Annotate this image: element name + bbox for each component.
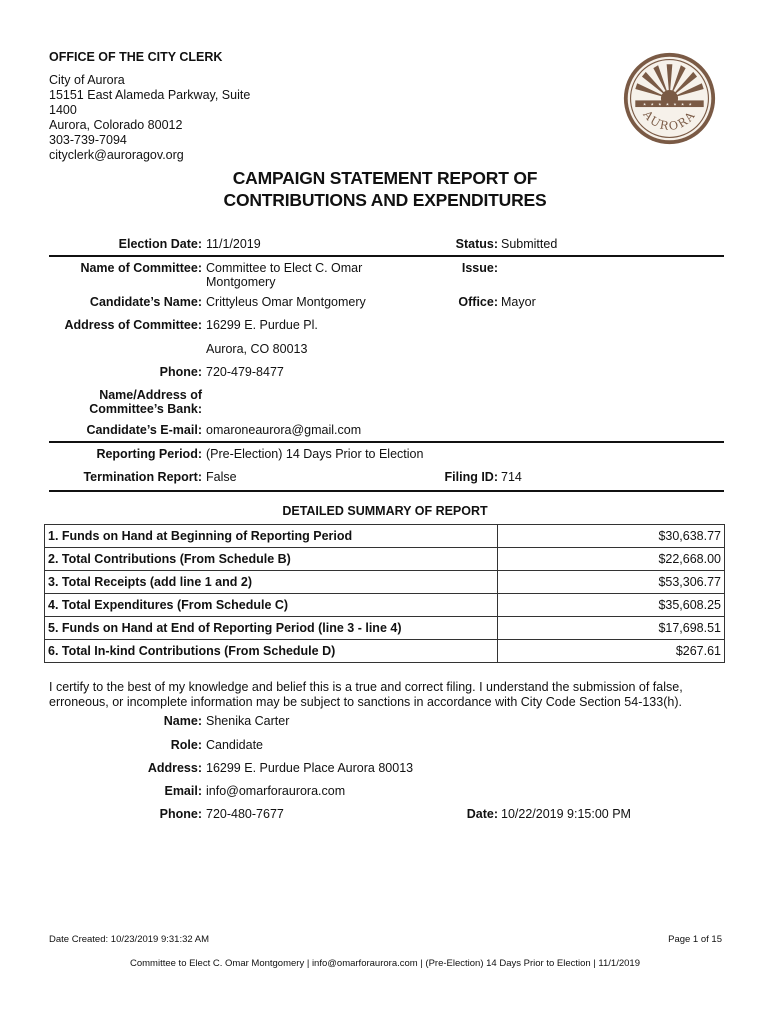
footer-summary: Committee to Elect C. Omar Montgomery | info@omarforaurora.com | (Pre-Election) 14 Days Prior to Election | 11/1/2019 — [129, 958, 640, 969]
report-title-line: CAMPAIGN STATEMENT REPORT OF — [232, 168, 538, 188]
email-value: omaroneaurora@gmail.com — [206, 423, 362, 437]
cert-role-value: Candidate — [206, 738, 263, 752]
svg-text:★: ★ — [642, 102, 647, 107]
committee-name-value: Committee to Elect C. Omar — [206, 261, 363, 275]
section-rule — [49, 441, 724, 443]
summary-item: 1. Funds on Hand at Beginning of Reporting Period — [45, 525, 498, 548]
summary-item: 3. Total Receipts (add line 1 and 2) — [45, 571, 498, 594]
svg-text:★: ★ — [650, 102, 654, 107]
svg-text:★: ★ — [658, 102, 662, 107]
cert-name-label: Name: — [163, 714, 202, 728]
address-value-line2: Aurora, CO 80013 — [206, 342, 308, 356]
issue-label: Issue: — [461, 261, 498, 275]
election-date-value: 11/1/2019 — [206, 237, 261, 251]
termination-label: Termination Report: — [83, 470, 202, 484]
svg-text:★: ★ — [673, 102, 677, 107]
committee-name-value-cont: Montgomery — [206, 275, 276, 289]
office-address-block — [49, 73, 279, 163]
certification-text: I certify to the best of my knowledge and belief this is a true and correct filing. I understand the submission of false, erroneous, or incomplete information may be subject to sanctions in accordance with City Code Section 54-133(h). — [49, 680, 683, 709]
svg-text:★: ★ — [688, 102, 692, 107]
office-line: 303-739-7094 — [49, 133, 127, 147]
cert-email-label: Email: — [164, 784, 202, 798]
cert-name-value: Shenika Carter — [206, 714, 290, 728]
cert-date-label: Date: — [466, 807, 498, 821]
cert-date-value: 10/22/2019 9:15:00 PM — [501, 807, 631, 821]
status-label: Status: — [455, 237, 498, 251]
summary-amount: $22,668.00 — [498, 548, 725, 571]
filing-id-value: 714 — [501, 470, 522, 484]
summary-item: 6. Total In-kind Contributions (From Schedule D) — [45, 640, 498, 663]
status-value: Submitted — [501, 237, 558, 251]
office-line: Aurora, Colorado 80012 — [49, 118, 183, 132]
office-label: Office: — [458, 295, 498, 309]
bank-label-line2: Committee’s Bank: — [89, 402, 202, 416]
svg-text:★: ★ — [680, 102, 685, 107]
cert-role-label: Role: — [170, 738, 202, 752]
summary-item: 2. Total Contributions (From Schedule B) — [45, 548, 498, 571]
phone-value: 720-479-8477 — [206, 365, 284, 379]
summary-row — [45, 525, 725, 548]
summary-title: DETAILED SUMMARY OF REPORT — [282, 504, 488, 518]
summary-amount: $30,638.77 — [498, 525, 725, 548]
address-value-line1: 16299 E. Purdue Pl. — [206, 318, 318, 332]
bank-label-line1: Name/Address of — [99, 388, 202, 402]
office-value: Mayor — [501, 295, 536, 309]
summary-item: 5. Funds on Hand at End of Reporting Period (line 3 - line 4) — [45, 617, 498, 640]
page-number: Page 1 of 15 — [668, 934, 722, 945]
email-label: Candidate’s E-mail: — [86, 423, 202, 437]
report-title-line: CONTRIBUTIONS AND EXPENDITURES — [223, 190, 547, 210]
reporting-period-value: (Pre-Election) 14 Days Prior to Election — [206, 447, 424, 461]
candidate-name-label: Candidate’s Name: — [89, 295, 202, 309]
cert-phone-label: Phone: — [159, 807, 202, 821]
cert-phone-value: 720-480-7677 — [206, 807, 284, 821]
cert-email-value: info@omarforaurora.com — [206, 784, 346, 798]
cert-address-value: 16299 E. Purdue Place Aurora 80013 — [206, 761, 414, 775]
summary-row — [45, 548, 725, 571]
committee-name-label: Name of Committee: — [80, 261, 202, 275]
header-rule — [49, 255, 724, 257]
city-of-aurora-seal — [622, 51, 717, 146]
office-title: OFFICE OF THE CITY CLERK — [49, 50, 223, 64]
summary-row — [45, 617, 725, 640]
reporting-period-label: Reporting Period: — [96, 447, 202, 461]
date-created: Date Created: 10/23/2019 9:31:32 AM — [49, 934, 210, 945]
office-line: cityclerk@auroragov.org — [49, 148, 184, 162]
summary-row — [45, 571, 725, 594]
office-line: 15151 East Alameda Parkway, Suite — [49, 88, 251, 102]
seal-text: AURORA — [640, 107, 699, 134]
termination-value: False — [206, 470, 237, 484]
summary-amount: $267.61 — [498, 640, 725, 663]
summary-table — [44, 524, 725, 663]
address-label: Address of Committee: — [64, 318, 202, 332]
office-line: City of Aurora — [49, 73, 125, 87]
candidate-name-value: Crittyleus Omar Montgomery — [206, 295, 366, 309]
cert-address-label: Address: — [147, 761, 202, 775]
summary-row — [45, 594, 725, 617]
svg-text:★: ★ — [665, 102, 670, 107]
filing-id-label: Filing ID: — [444, 470, 498, 484]
election-date-label: Election Date: — [118, 237, 202, 251]
summary-amount: $35,608.25 — [498, 594, 725, 617]
office-line: 1400 — [49, 103, 77, 117]
summary-row — [45, 640, 725, 663]
phone-label: Phone: — [159, 365, 202, 379]
summary-rule — [49, 490, 724, 492]
summary-amount: $17,698.51 — [498, 617, 725, 640]
report-title — [0, 167, 770, 211]
summary-amount: $53,306.77 — [498, 571, 725, 594]
summary-item: 4. Total Expenditures (From Schedule C) — [45, 594, 498, 617]
